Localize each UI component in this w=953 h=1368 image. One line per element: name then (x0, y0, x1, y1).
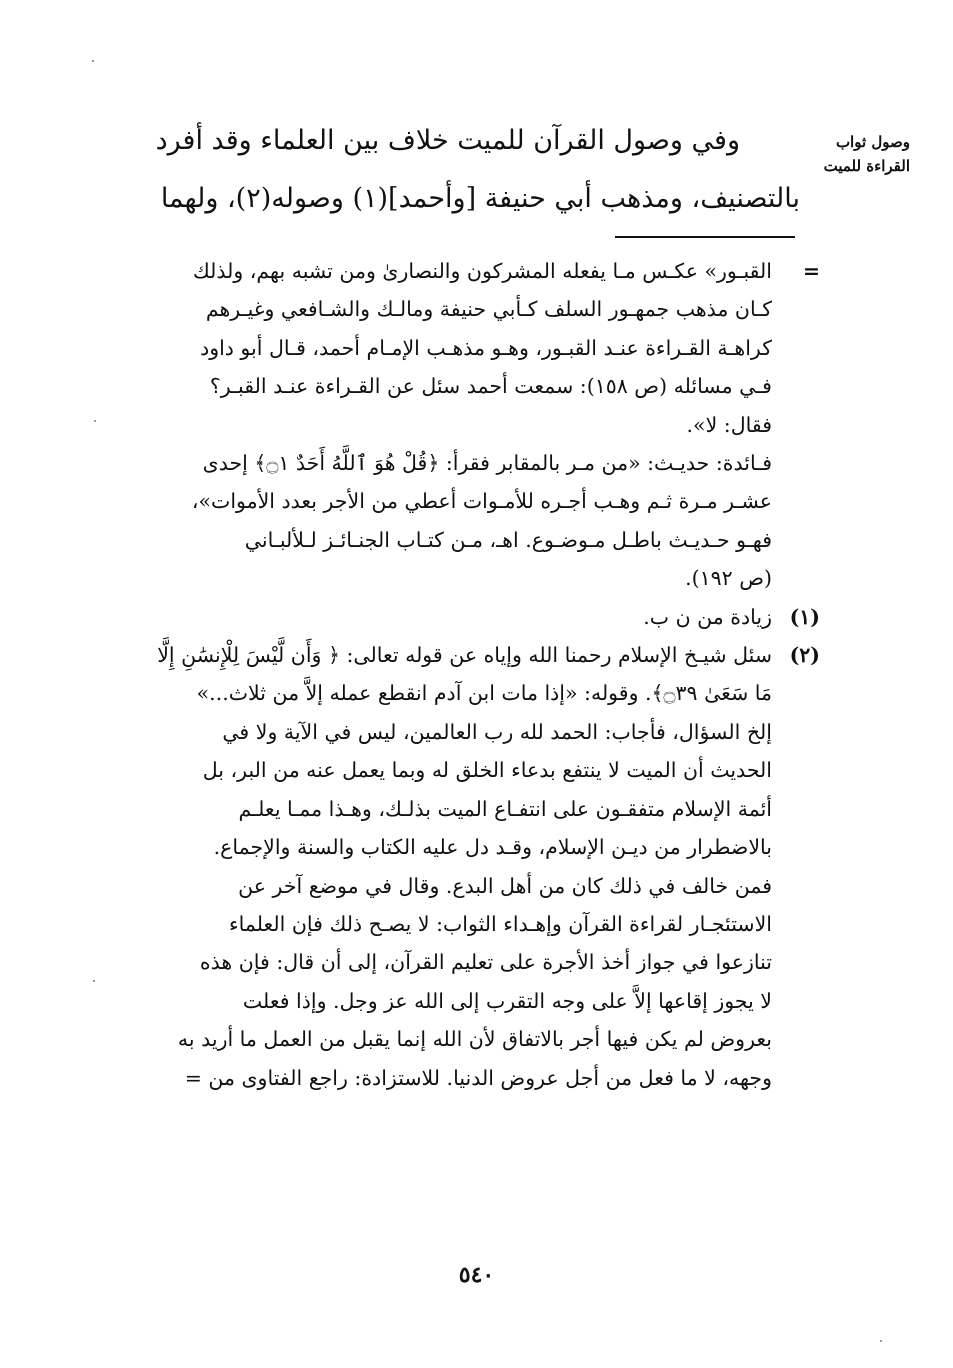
footnote-marker: (٢) (789, 643, 820, 668)
footnote-line: كـان مذهب جمهـور السلف كـأبي حنيفة ومالـك والشـافعي وغيـرهم (205, 297, 772, 322)
footnote-line: الحديث أن الميت لا ينتفع بدعاء الخلق له وبما يعمل عنه من البر، بل (202, 758, 772, 783)
footnote-line: (ص ١٩٢). (685, 566, 772, 591)
footnote-line: لا يجوز إقاعها إلاَّ على وجه التقرب إلى الله عز وجل. وإذا فعلت (242, 988, 772, 1013)
footnote-1 (115, 598, 820, 636)
continuation-marker: = (802, 259, 820, 283)
footnote-separator (615, 236, 795, 238)
footnote-line: وجهه، لا ما فعل من أجل عروض الدنيا. للاستزادة: راجع الفتاوى من = (184, 1065, 772, 1090)
footnote-line: فـائدة: حديـث: «من مـر بالمقابر فقرأ: ﴿قُلْ هُوَ ٱللَّهُ أَحَدٌ ۝١﴾ إحدى (202, 451, 772, 476)
footnote-line: إلخ السؤال، فأجاب: الحمد لله رب العالمين، ليس في الآية ولا في (222, 719, 772, 744)
footnote-line: فهـو حـديـث باطـل مـوضـوع. اهـ، مـن كتـاب الجنـائـز لـلألبـاني (244, 527, 772, 552)
footnote-marker: (١) (789, 604, 820, 629)
footnote-line: فـي مسائله (ص ١٥٨): سمعت أحمد سئل عن القـراءة عنـد القبـر؟ (209, 374, 772, 399)
scan-speck (94, 420, 96, 422)
main-text (115, 112, 800, 228)
footnote-line: القبـور» عكـس مـا يفعله المشركون والنصارىٰ ومن تشبه بهم، ولذلك (192, 259, 772, 283)
footnote-line: زيادة من ن ب. (643, 604, 772, 629)
scan-speck (93, 980, 95, 982)
footnote-line: مَا سَعَىٰ ۝٣٩﴾. وقوله: «إذا مات ابن آدم انقطع عمله إلاَّ من ثلاث...» (196, 681, 772, 706)
footnotes (115, 252, 820, 1097)
scan-speck (880, 1340, 882, 1342)
margin-note-line: القراءة للميت (823, 157, 910, 175)
footnote-line: فقال: لا». (686, 412, 772, 437)
scan-speck (92, 60, 94, 62)
footnote-line: الاستئجـار لقراءة القرآن وإهـداء الثواب: لا يصـح ذلك فإن العلماء (229, 911, 772, 936)
footnote-continuation (115, 252, 820, 598)
footnote-line: سئل شيـخ الإسلام رحمنا الله وإياه عن قوله تعالى: ﴿ وَأَن لَّيْسَ لِلْإِنسَٰنِ إِلَّا (157, 643, 772, 668)
footnote-line: أئمة الإسلام متفقـون على انتفـاع الميت بذلـك، وهـذا ممـا يعلـم (238, 796, 772, 821)
main-text-line: بالتصنيف، ومذهب أبي حنيفة [وأحمد](١) وصوله(٢)، ولهما (160, 183, 800, 214)
main-text-line: وفي وصول القرآن للميت خلاف بين العلماء وقد أفرد (155, 125, 740, 156)
footnote-2 (115, 636, 820, 1097)
margin-note-line: وصول ثواب (835, 133, 910, 151)
page-number: ٥٤٠ (458, 1262, 495, 1288)
footnote-line: تنازعوا في جواز أخذ الأجرة على تعليم القرآن، إلى أن قال: فإن هذه (199, 950, 772, 975)
footnote-line: بالاضطرار من ديـن الإسلام، وقـد دل عليه الكتاب والسنة والإجماع. (213, 835, 772, 860)
footnote-line: بعروض لم يكن فيها أجر بالاتفاق لأن الله إنما يقبل من العمل ما أريد به (177, 1027, 772, 1052)
footnote-line: عشـر مـرة ثـم وهـب أجـره للأمـوات أعطي من الأجر بعدد الأموات»، (191, 489, 772, 514)
footnote-line: فمن خالف في ذلك كان من أهل البدع. وقال في موضع آخر عن (238, 873, 772, 898)
margin-note (800, 130, 910, 178)
footnote-line: كراهـة القـراءة عنـد القبـور، وهـو مذهـب الإمـام أحمد، قـال أبو داود (200, 335, 772, 360)
